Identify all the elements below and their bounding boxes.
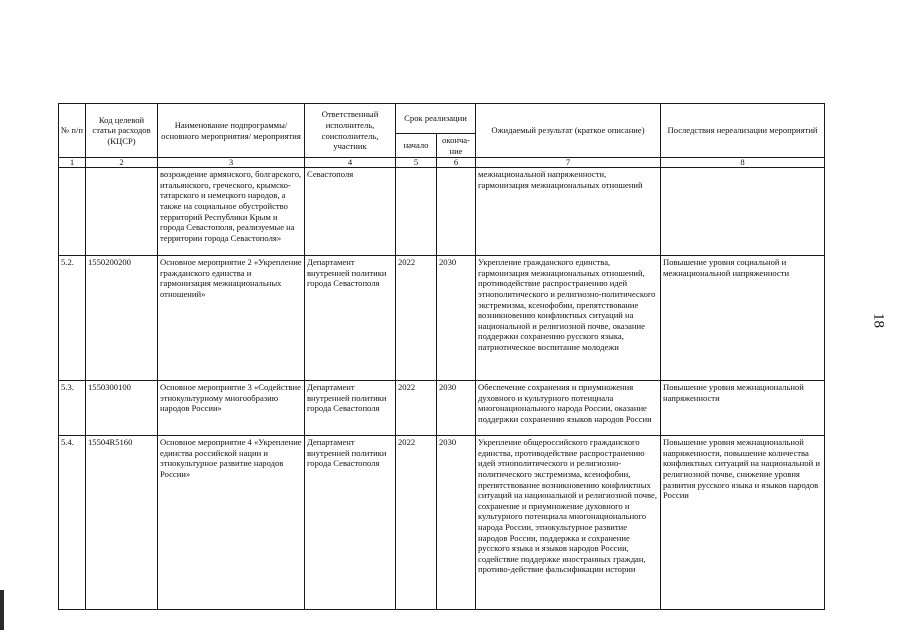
row-code: 1550300100 xyxy=(86,381,158,436)
header-code: Код целевой статьи расходов (КЦСР) xyxy=(86,104,158,158)
row-name: возрождение армянского, болгарского, итальянского, греческого, крымско-татарского и немецкого народов, а также на социальное обустройство территорий Республики Крым и города Севастополя, реализуемые на территории города Севастополя» xyxy=(158,168,305,256)
row-number: 5.3. xyxy=(59,381,86,436)
table-row xyxy=(59,168,825,256)
table-row xyxy=(59,381,825,436)
column-number: 3 xyxy=(158,158,305,168)
row-consequences: Повышение уровня межнациональной напряженности, повышение количества конфликтных ситуаций на национальной и религиозной почве, снижение уровня развития русского языка и языков народов России xyxy=(661,436,825,610)
row-responsible: Департамент внутренней политики города Севастополя xyxy=(305,256,396,381)
header-end: оконча-ние xyxy=(437,134,476,158)
header-number: № п/п xyxy=(59,104,86,158)
page-number: 18 xyxy=(870,313,887,328)
row-end: 2030 xyxy=(437,256,476,381)
row-name: Основное мероприятие 4 «Укрепление единства российской нации и этнокультурное развитие народов России» xyxy=(158,436,305,610)
row-code: 1550200200 xyxy=(86,256,158,381)
row-result: Укрепление общероссийского гражданского единства, противодействие распространению идей этнополитического и религиозно-политического экстремизма, ксенофобии, препятствование возникновению конфликтных ситуаций на национальной и религиозной почве, сохранение и приумножение духовного и культурного потенциала многонационального народа России, этнокультурное развитие народов России, поддержка и сохранение русского языка и языков народов России, содействие поддержке иностранных граждан, противо-действие фальсификации истории xyxy=(476,436,661,610)
row-end: 2030 xyxy=(437,381,476,436)
row-start: 2022 xyxy=(396,381,437,436)
column-number: 1 xyxy=(59,158,86,168)
column-number: 8 xyxy=(661,158,825,168)
column-number-row xyxy=(59,158,825,168)
table-row xyxy=(59,256,825,381)
row-end: 2030 xyxy=(437,436,476,610)
row-number xyxy=(59,168,86,256)
column-number: 5 xyxy=(396,158,437,168)
row-consequences: Повышение уровня социальной и межнациональной напряженности xyxy=(661,256,825,381)
row-name: Основное мероприятие 3 «Содействие этнокультурному многообразию народов России» xyxy=(158,381,305,436)
header-consequences: Последствия нереализации мероприятий xyxy=(661,104,825,158)
table-row xyxy=(59,436,825,610)
row-name: Основное мероприятие 2 «Укрепление гражданского единства и гармонизация межнациональных отношений» xyxy=(158,256,305,381)
row-start: 2022 xyxy=(396,256,437,381)
scan-edge-mark xyxy=(0,590,4,630)
row-number: 5.2. xyxy=(59,256,86,381)
row-consequences: Повышение уровня межнациональной напряженности xyxy=(661,381,825,436)
row-result: межнациональной напряженности, гармонизация межнациональных отношений xyxy=(476,168,661,256)
row-responsible: Департамент внутренней политики города Севастополя xyxy=(305,381,396,436)
column-number: 4 xyxy=(305,158,396,168)
program-activities-table xyxy=(58,103,825,610)
header-result: Ожидаемый результат (краткое описание) xyxy=(476,104,661,158)
header-responsible: Ответственный исполнитель, соисполнитель, участник xyxy=(305,104,396,158)
header-name: Наименование подпрограммы/ основного мероприятия/ мероприятия xyxy=(158,104,305,158)
row-number: 5.4. xyxy=(59,436,86,610)
header-start: начало xyxy=(396,134,437,158)
row-end xyxy=(437,168,476,256)
row-consequences xyxy=(661,168,825,256)
row-start: 2022 xyxy=(396,436,437,610)
row-responsible: Департамент внутренней политики города Севастополя xyxy=(305,436,396,610)
row-result: Обеспечение сохранения и приумножения духовного и культурного потенциала многонационального народа России, оказание поддержки сохранению языков народов России xyxy=(476,381,661,436)
row-code xyxy=(86,168,158,256)
column-number: 2 xyxy=(86,158,158,168)
column-number: 7 xyxy=(476,158,661,168)
header-term: Срок реализации xyxy=(396,104,476,134)
row-responsible: Севастополя xyxy=(305,168,396,256)
table-header xyxy=(59,104,825,168)
row-code: 15504R5160 xyxy=(86,436,158,610)
column-number: 6 xyxy=(437,158,476,168)
row-start xyxy=(396,168,437,256)
row-result: Укрепление гражданского единства, гармонизация межнациональных отношений, противодействие распространению идей этнополитического и религиозно-политического экстремизма, ксенофобии, препятствование возникновению конфликтных ситуаций на национальной и религиозной почве, оказание поддержки сохранению русского языка, патриотическое воспитание молодежи xyxy=(476,256,661,381)
